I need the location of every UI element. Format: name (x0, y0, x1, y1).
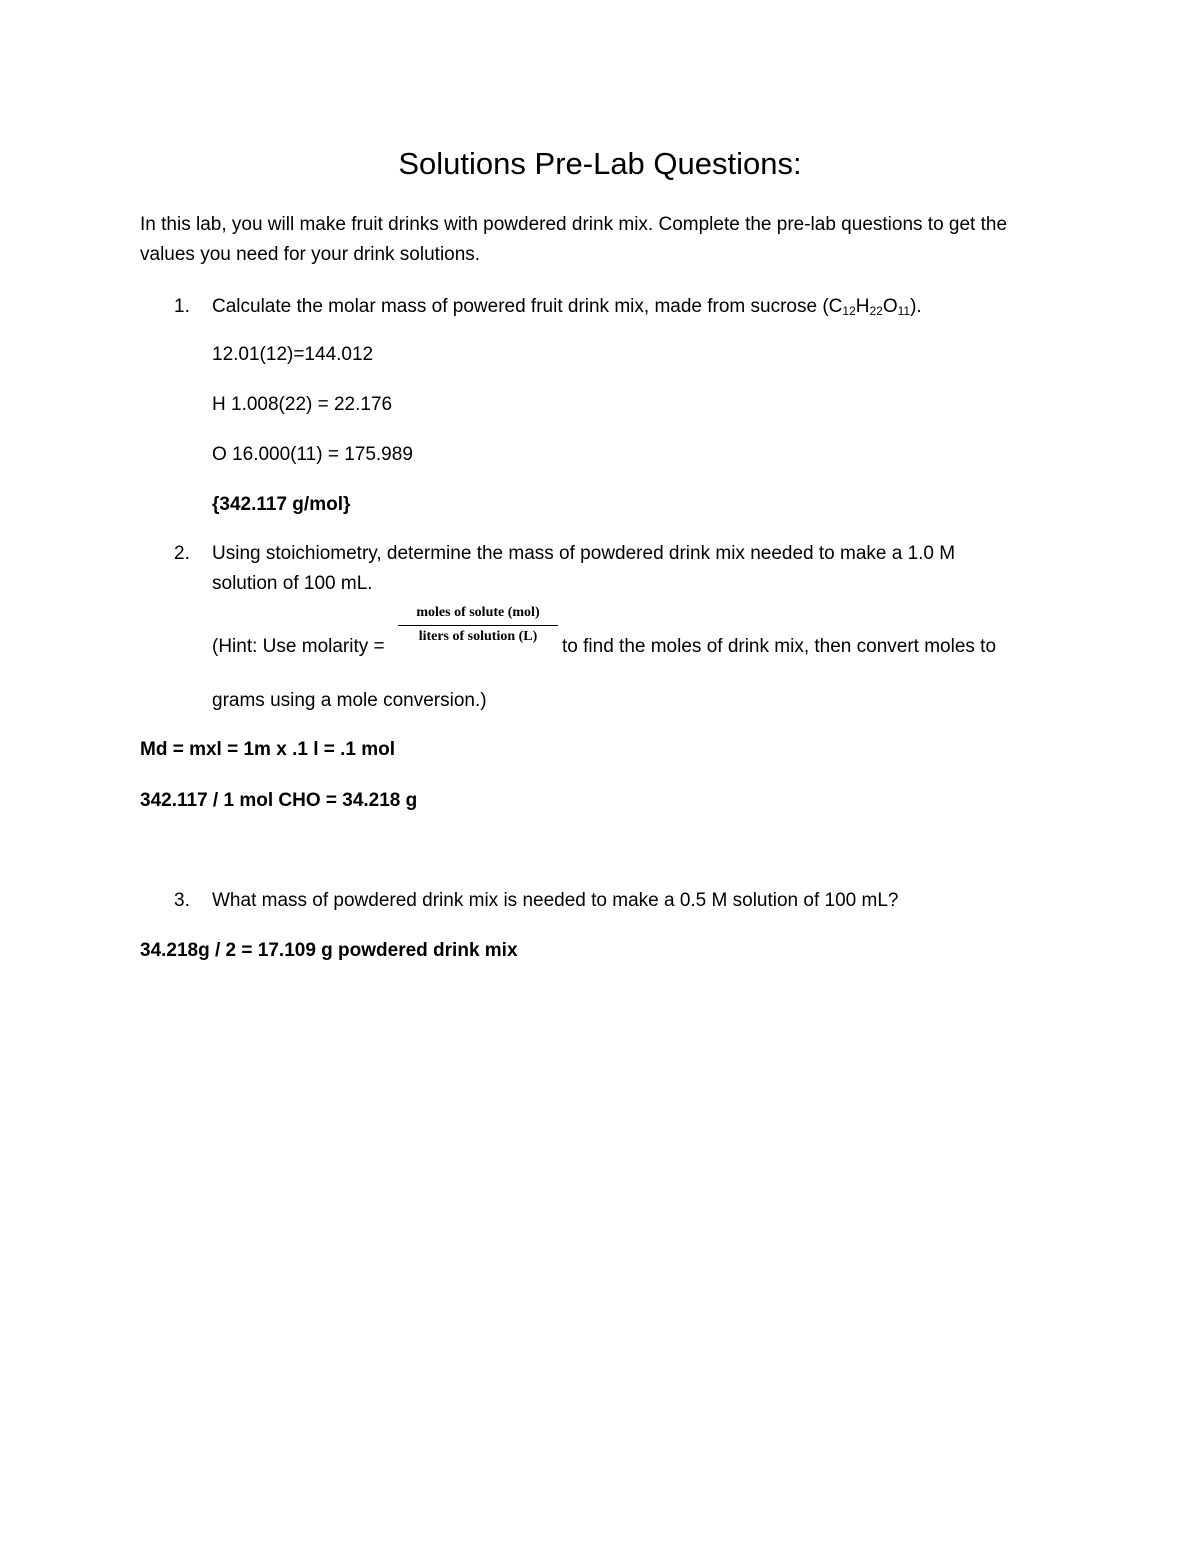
formula-o-sub: 11 (897, 304, 911, 318)
molarity-fraction (398, 602, 558, 648)
q2-answer-1: Md = mxl = 1m x .1 l = .1 mol (140, 739, 396, 760)
formula-c: C (828, 296, 843, 317)
fraction-denominator: liters of solution (L) (418, 629, 538, 644)
q1-result: {342.117 g/mol} (212, 494, 351, 515)
q1-text-end: ). (910, 296, 922, 317)
q3-question: What mass of powdered drink mix is needed to make a 0.5 M solution of 100 mL? (212, 890, 899, 911)
q1-question (212, 295, 922, 319)
q2-answer-2: 342.117 / 1 mol CHO = 34.218 g (140, 790, 418, 811)
q1-calc-hydrogen: H 1.008(22) = 22.176 (212, 394, 393, 415)
q2-line-1: Using stoichiometry, determine the mass of powdered drink mix needed to make a 1.0 M (212, 543, 956, 564)
fraction-numerator: moles of solute (mol) (416, 605, 540, 620)
q1-number: 1. (174, 296, 190, 317)
q2-hint-line-2: grams using a mole conversion.) (212, 690, 487, 711)
intro-line-2: values you need for your drink solutions. (140, 244, 481, 265)
q1-calc-oxygen: O 16.000(11) = 175.989 (212, 444, 413, 465)
q2-hint-start: (Hint: Use molarity = (212, 636, 385, 657)
sucrose-formula (829, 296, 910, 317)
q2-hint-end: to find the moles of drink mix, then convert moles to (562, 636, 997, 657)
formula-o: O (882, 296, 898, 317)
q3-number: 3. (174, 890, 190, 911)
q3-answer: 34.218g / 2 = 17.109 g powdered drink mix (140, 940, 518, 961)
q1-calc-carbon: 12.01(12)=144.012 (212, 344, 374, 365)
intro-line-1: In this lab, you will make fruit drinks with powdered drink mix. Complete the pre-lab questions to get the (140, 214, 1008, 235)
page-title: Solutions Pre-Lab Questions: (398, 146, 802, 181)
formula-c-sub: 12 (842, 304, 856, 318)
formula-h-sub: 22 (869, 304, 883, 318)
q2-number: 2. (174, 543, 190, 564)
q1-text: Calculate the molar mass of powered fruit drink mix, made from sucrose ( (212, 296, 829, 317)
formula-h: H (855, 296, 870, 317)
q2-line-2: solution of 100 mL. (212, 573, 373, 594)
